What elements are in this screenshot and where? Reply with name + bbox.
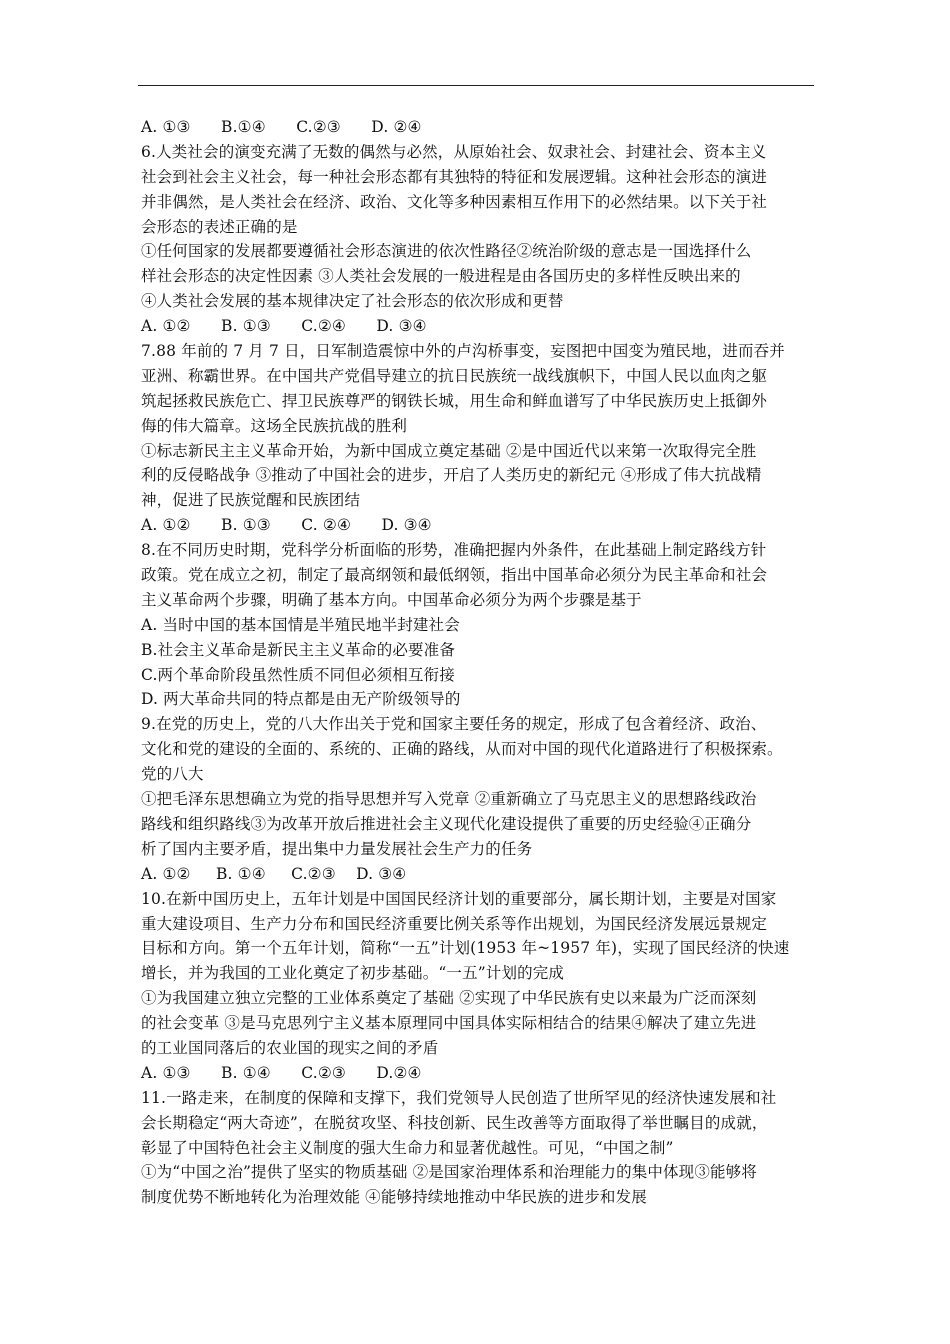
question-text-line: A. 当时中国的基本国情是半殖民地半封建社会 (141, 615, 460, 634)
question-text-line: 主义革命两个步骤，明确了基本方向。中国革命必须分为两个步骤是基于 (141, 590, 642, 609)
question-text-line: 6.人类社会的演变充满了无数的偶然与必然，从原始社会、奴隶社会、封建社会、资本主义 (141, 142, 767, 161)
question-text-line: 11.一路走来，在制度的保障和支撑下，我们党领导人民创造了世所罕见的经济快速发展和社 (141, 1088, 777, 1107)
answer-options-line: A. ①③ B.①④ C.②③ D. ②④ (141, 118, 422, 136)
answer-options-line: A. ①② B. ①④ C.②③ D. ③④ (141, 864, 407, 883)
question-text-line: ①把毛泽东思想确立为党的指导思想并写入党章 ②重新确立了马克思主义的思想路线政治 (141, 790, 757, 809)
question-text-line: 10.在新中国历史上，五年计划是中国国民经济计划的重要部分，属长期计划，主要是对国家 (141, 889, 777, 908)
question-text-line: 的工业国同落后的农业国的现实之间的矛盾 (141, 1038, 439, 1057)
question-text-line: 文化和党的建设的全面的、系统的、正确的路线，从而对中国的现代化道路进行了积极探索。 (141, 740, 783, 759)
question-text-line: 侮的伟大篇章。这场全民族抗战的胜利 (141, 416, 408, 435)
question-text-line: 神，促进了民族觉醒和民族团结 (141, 491, 361, 510)
question-text-line: ④人类社会发展的基本规律决定了社会形态的依次形成和更替 (141, 292, 564, 311)
question-text-line: C.两个革命阶段虽然性质不同但必须相互衔接 (141, 665, 455, 684)
question-text-line: 增长，并为我国的工业化奠定了初步基础。“一五”计划的完成 (141, 964, 565, 983)
question-text-line: D. 两大革命共同的特点都是由无产阶级领导的 (141, 690, 461, 709)
question-text-line: 会形态的表述正确的是 (141, 217, 298, 236)
question-text-line: 目标和方向。第一个五年计划，简称“一五”计划(1953 年~1957 年)，实现了国民经济的快速 (141, 939, 790, 958)
question-text-line: 重大建设项目、生产力分布和国民经济重要比例关系等作出规划，为国民经济发展远景规定 (141, 914, 768, 933)
exam-page-body (141, 115, 817, 1210)
question-text-line: B.社会主义革命是新民主主义革命的必要准备 (141, 640, 455, 659)
question-text-line: 制度优势不断地转化为治理效能 ④能够持续地推动中华民族的进步和发展 (141, 1188, 647, 1207)
question-text-line: 样社会形态的决定性因素 ③人类社会发展的一般进程是由各国历史的多样性反映出来的 (141, 267, 741, 286)
question-text-line: ①标志新民主主义革命开始，为新中国成立奠定基础 ②是中国近代以来第一次取得完全胜 (141, 441, 757, 460)
question-text-line: 8.在不同历史时期，党科学分析面临的形势，准确把握内外条件，在此基础上制定路线方针 (141, 541, 767, 560)
question-text-line: 的社会变革 ③是马克思列宁主义基本原理同中国具体实际相结合的结果④解决了建立先进 (141, 1014, 757, 1033)
question-text-line: 路线和组织路线③为改革开放后推进社会主义现代化建设提供了重要的历史经验④正确分 (141, 814, 752, 833)
answer-options-line: A. ①② B. ①③ C. ②④ D. ③④ (141, 516, 432, 535)
question-text-line: 彰显了中国特色社会主义制度的强大生命力和显著优越性。可见，“中国之制” (141, 1138, 674, 1157)
header-rule (138, 85, 814, 86)
question-text-line: ①任何国家的发展都要遵循社会形态演进的依次性路径②统治阶级的意志是一国选择什么 (141, 242, 752, 261)
question-text-line: 政策。党在成立之初，制定了最高纲领和最低纲领，指出中国革命必须分为民主革命和社会 (141, 566, 768, 585)
question-text-line: 社会到社会主义社会，每一种社会形态都有其独特的特征和发展逻辑。这种社会形态的演进 (141, 167, 768, 186)
question-text-line: 7.88 年前的 7 月 7 日，日军制造震惊中外的卢沟桥事变，妄图把中国变为殖民地，进而吞并 (141, 342, 785, 361)
question-text-line: 析了国内主要矛盾，提出集中力量发展社会生产力的任务 (141, 839, 533, 858)
question-text-line: ①为“中国之治”提供了坚实的物质基础 ②是国家治理体系和治理能力的集中体现③能够将 (141, 1163, 757, 1182)
question-text-line: 筑起拯救民族危亡、捍卫民族尊严的钢铁长城，用生命和鲜血谱写了中华民族历史上抵御外 (141, 391, 768, 410)
question-text-line: 党的八大 (141, 765, 204, 784)
question-text-line: ①为我国建立独立完整的工业体系奠定了基础 ②实现了中华民族有史以来最为广泛而深刻 (141, 989, 757, 1008)
question-text-line: 并非偶然，是人类社会在经济、政治、文化等多种因素相互作用下的必然结果。以下关于社 (141, 192, 768, 211)
question-text-line: 9.在党的历史上，党的八大作出关于党和国家主要任务的规定，形成了包含着经济、政治、 (141, 715, 767, 734)
question-text-line: 亚洲、称霸世界。在中国共产党倡导建立的抗日民族统一战线旗帜下，中国人民以血肉之躯 (141, 366, 768, 385)
answer-options-line: A. ①② B. ①③ C.②④ D. ③④ (141, 317, 427, 336)
question-text-line: 利的反侵略战争 ③推动了中国社会的进步，开启了人类历史的新纪元 ④形成了伟大抗战精 (141, 466, 762, 485)
answer-options-line: A. ①③ B. ①④ C.②③ D.②④ (141, 1063, 422, 1082)
question-text-line: 会长期稳定“两大奇迹”，在脱贫攻坚、科技创新、民生改善等方面取得了举世瞩目的成就， (141, 1113, 768, 1132)
